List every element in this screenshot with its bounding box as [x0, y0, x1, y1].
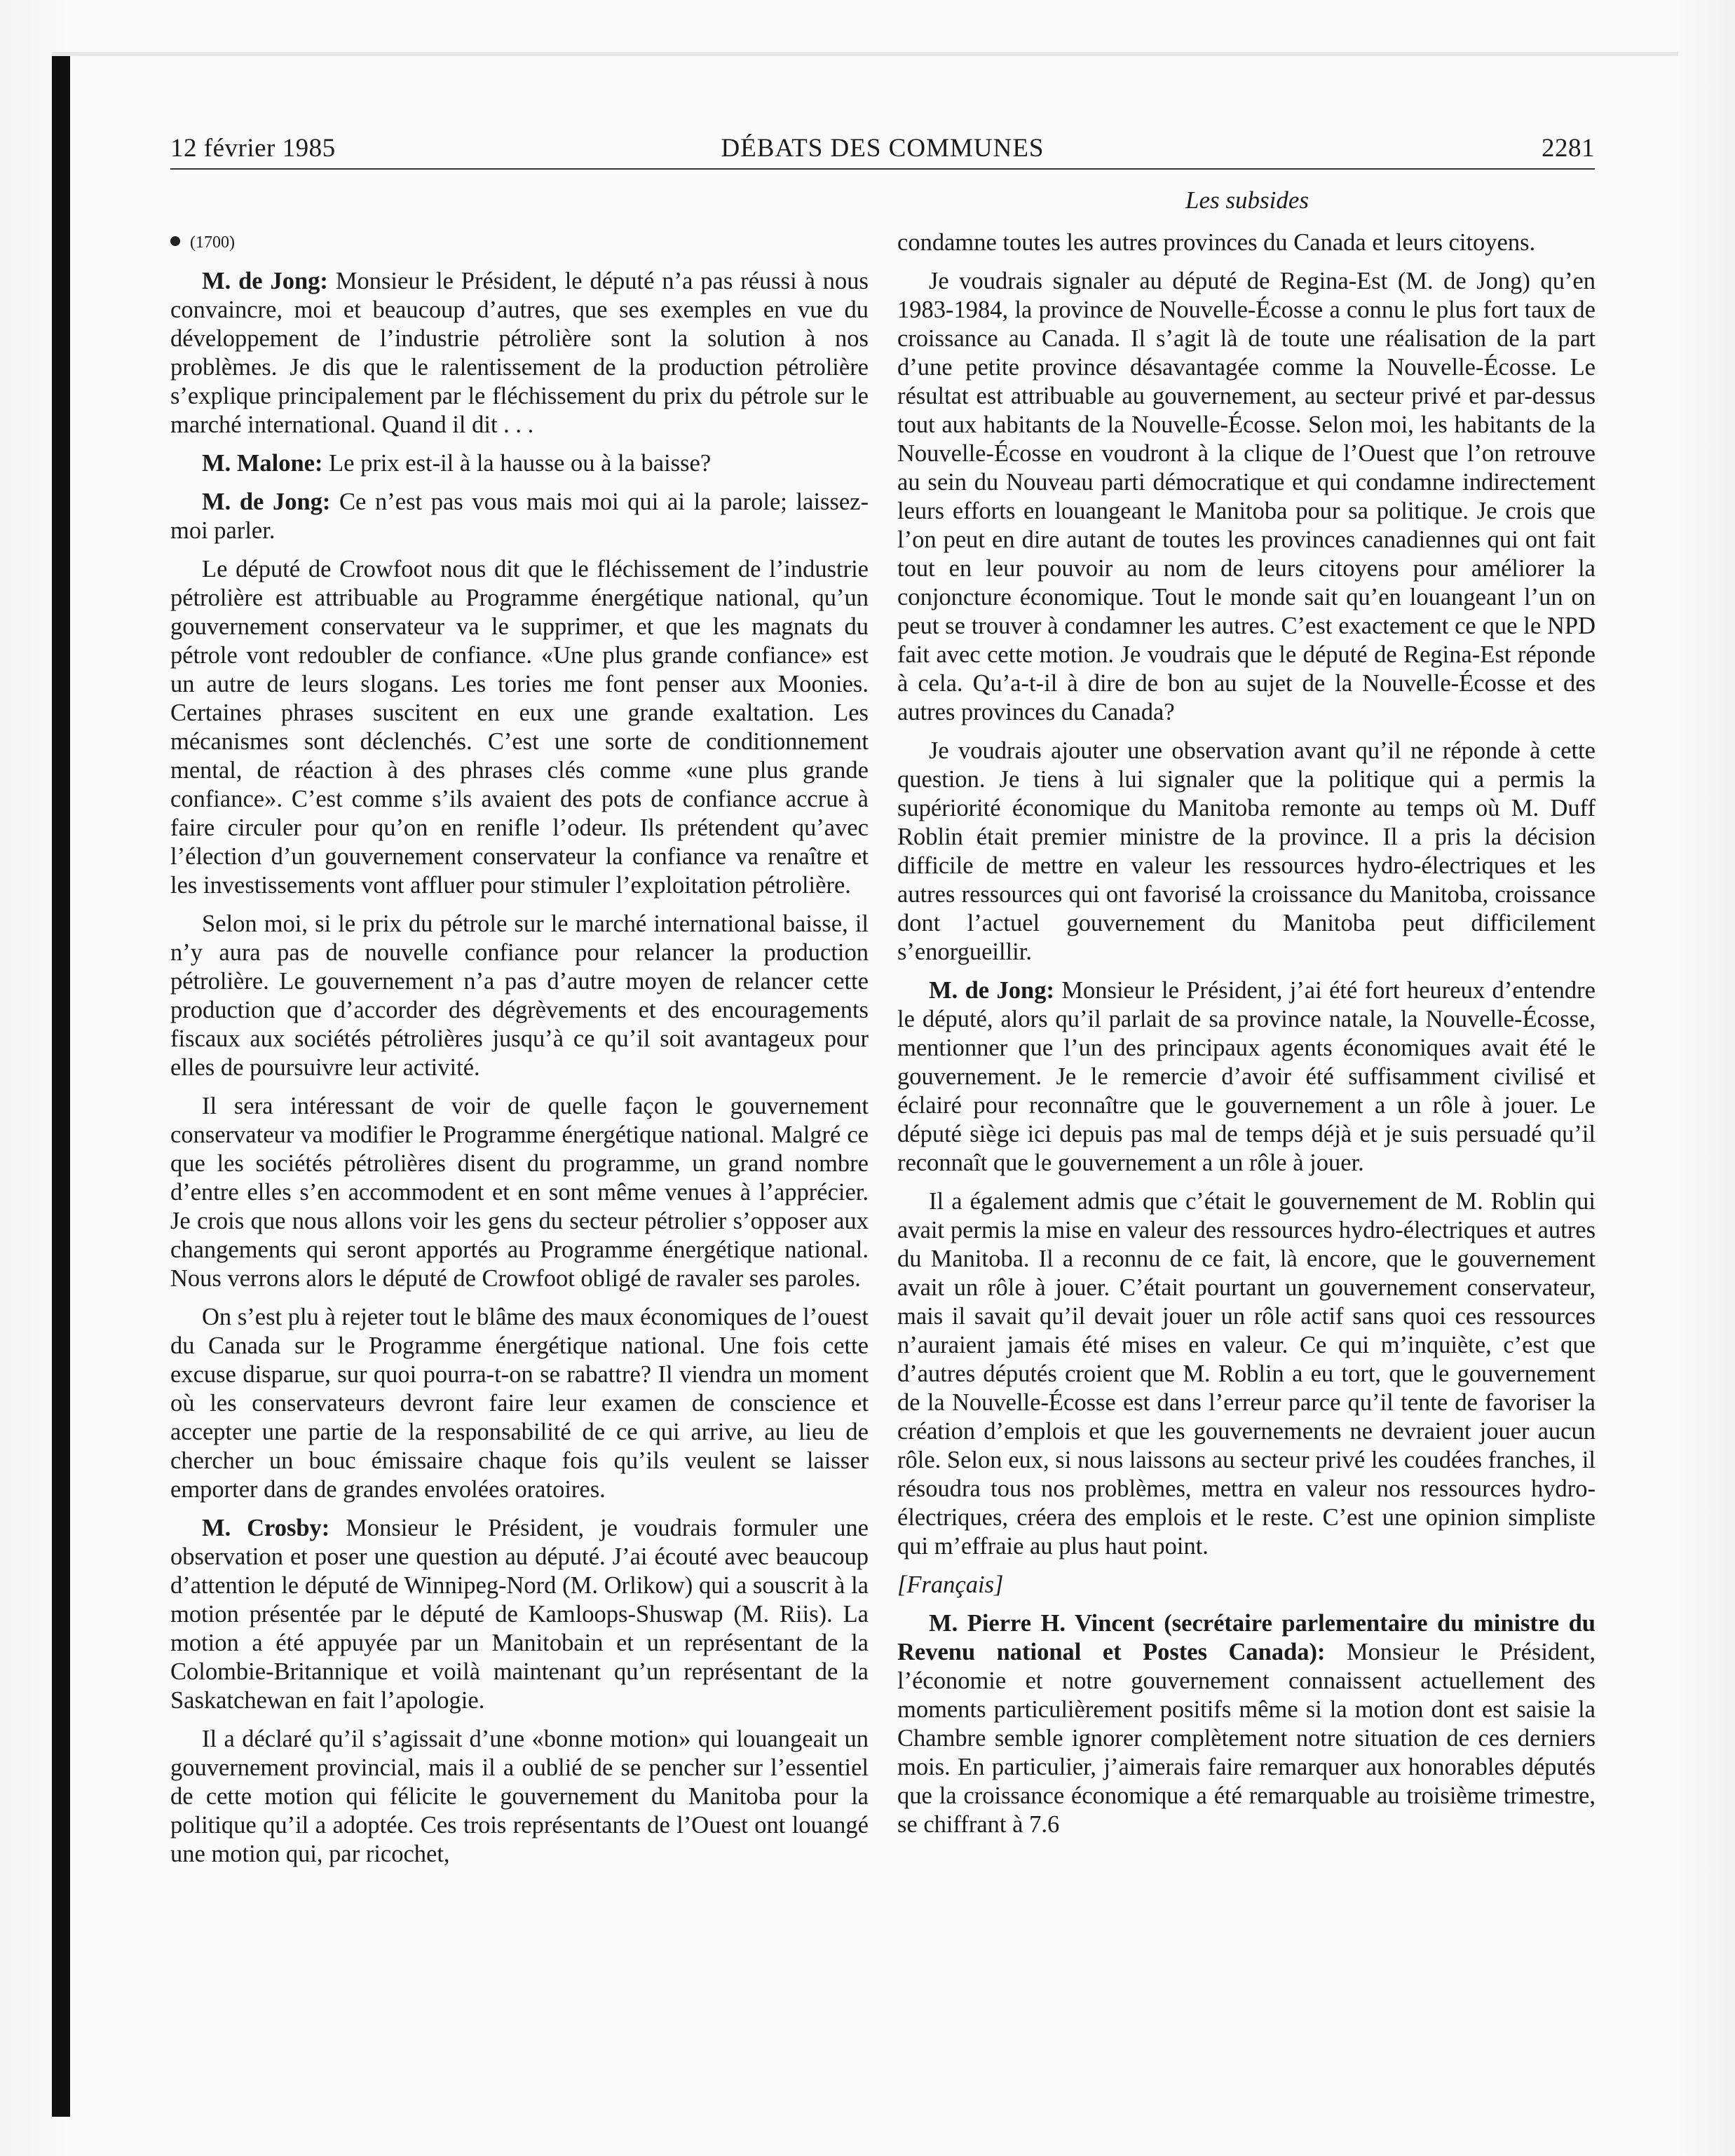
paragraph-text: Il sera intéressant de voir de quelle façon le gouvernement conservateur va modifier le Programme énergétique national. Malgré ce que les sociétés pétrolières disent du programme, un grand nombre d’entre elles s’en accommodent et en sont même venues à l’apprécier. Je crois que nous allons voir les gens du secteur pétrolier s’opposer aux changements qui seront apportés au Programme énergétique national. Nous verrons alors le député de Crowfoot obligé de ravaler ses paroles.	[170, 1093, 869, 1292]
paragraph-text: Le prix est-il à la hausse ou à la baisse?	[322, 450, 712, 477]
paragraph-text: Monsieur le Président, l’économie et notre gouvernement connaissent actuellement des moments particulièrement positifs même si la motion dont est saisie la Chambre semble ignorer complètement notre situation de ces derniers mois. En particulier, j’aimerais faire remarquer aux honorables députés que la croissance économique a été remarquable au troisième trimestre, se chiffrant à 7.6	[897, 1639, 1595, 1838]
paragraph	[897, 228, 1595, 257]
paragraph	[170, 1514, 869, 1715]
paragraph-text: condamne toutes les autres provinces du Canada et leurs citoyens.	[897, 229, 1536, 256]
paragraph-text: Il a également admis que c’était le gouvernement de M. Roblin qui avait permis la mise en valeur des ressources hydro-électriques et autres du Manitoba. Il a reconnu de ce fait, là encore, que le gouvernement avait un rôle à jouer. C’était pourtant un gouvernement conservateur, mais il savait qu’il devait jouer un rôle actif sans quoi ces ressources n’auraient jamais été mises en valeur. Ce qui m’inquiète, c’est que d’autres députés croient que M. Roblin a eu tort, que le gouvernement de la Nouvelle-Écosse est dans l’erreur parce qu’il tente de favoriser la création d’emplois et que les gouvernements ne devraient jouer aucun rôle. Selon eux, si nous laissons au secteur privé les coudées franches, il résoudra tous nos problèmes, mettra en valeur nos ressources hydro-électriques, créera des emplois et le reste. C’est une opinion simpliste qui m’effraie au plus haut point.	[897, 1188, 1595, 1560]
paragraph	[170, 1725, 869, 1869]
speaker-name: M. Malone:	[202, 450, 323, 477]
left-paragraphs	[170, 267, 869, 1869]
paragraph	[170, 267, 869, 439]
paragraph-text: Monsieur le Président, le député n’a pas réussi à nous convaincre, moi et beaucoup d’autres, que ses exemples en vue du développement de l’industrie pétrolière sont la solution à nos problèmes. Je dis que le ralentissement de la production pétrolière s’explique principalement par le fléchissement du prix du pétrole sur le marché international. Quand il dit . . .	[170, 268, 869, 438]
speaker-name: M. de Jong:	[929, 977, 1054, 1004]
scan-top-edge	[52, 52, 1678, 56]
scan-edge	[52, 52, 70, 2117]
paragraph	[170, 1092, 869, 1293]
paragraph-text: On s’est plu à rejeter tout le blâme des maux économiques de l’ouest du Canada sur le Programme énergétique national. Une fois cette excuse disparue, sur quoi pourra-t-on se rabattre? Il viendra un moment où les conservateurs devront faire leur examen de conscience et accepter une partie de la responsabilité de ce qui arrive, au lieu de chercher un bouc émissaire chaque fois qu’ils veulent se laisser emporter dans de grandes envolées oratoires.	[170, 1304, 869, 1503]
paragraph	[897, 267, 1595, 727]
paragraph	[897, 1187, 1595, 1561]
bullet-icon	[170, 236, 180, 246]
header-rule	[170, 168, 1595, 170]
right-paragraphs	[897, 228, 1595, 1561]
speaker-name: M. de Jong:	[202, 268, 328, 294]
paragraph	[170, 910, 869, 1082]
speaker-name: M. de Jong:	[202, 489, 331, 515]
paragraph-text: Il a déclaré qu’il s’agissait d’une «bonne motion» qui louangeait un gouvernement provincial, mais il a oublié de se pencher sur l’essentiel de cette motion qui félicite le gouvernement du Manitoba pour la politique qu’il a adoptée. Ces trois représentants de l’Ouest ont louangé une motion qui, par ricochet,	[170, 1726, 869, 1867]
header-title: DÉBATS DES COMMUNES	[721, 134, 1045, 163]
paragraph-text: Selon moi, si le prix du pétrole sur le marché international baisse, il n’y aura pas de nouvelle confiance pour relancer la production pétrolière. Le gouvernement n’a pas d’autre moyen de relancer cette production que d’accorder des dégrèvements et des encouragements fiscaux aux sociétés pétrolières jusqu’à ce qu’il soit avantageux pour elles de poursuivre leur activité.	[170, 910, 869, 1081]
timestamp: (1700)	[190, 233, 235, 252]
language-marker: [Français]	[897, 1571, 1004, 1598]
paragraph	[170, 1303, 869, 1504]
right-column	[897, 228, 1595, 1849]
section-subtitle: Les subsides	[1185, 186, 1309, 214]
left-column	[170, 228, 869, 1878]
right-paragraphs-after	[897, 1609, 1595, 1839]
paragraph	[897, 976, 1595, 1178]
speaker-name: M. Crosby:	[202, 1515, 330, 1541]
paragraph	[897, 1609, 1595, 1839]
header-date: 12 février 1985	[170, 134, 336, 163]
paragraph	[170, 555, 869, 900]
paragraph-text: Je voudrais ajouter une observation avant qu’il ne réponde à cette question. Je tiens à lui signaler que la politique qui a permis la supériorité économique du Manitoba remonte au temps où M. Duff Roblin était premier ministre de la province. Il a pris la décision difficile de mettre en valeur les ressources hydro-électriques et les autres ressources qui ont favorisé la croissance du Manitoba, croissance dont l’actuel gouvernement du Manitoba peut difficilement s’enorgueillir.	[897, 737, 1595, 965]
timestamp-marker	[170, 228, 869, 257]
paragraph	[170, 488, 869, 545]
paragraph	[897, 737, 1595, 967]
paragraph-text: Je voudrais signaler au député de Regina-Est (M. de Jong) qu’en 1983-1984, la province de Nouvelle-Écosse a connu le plus fort taux de croissance au Canada. Il s’agit là de toute une réalisation de la part d’une petite province désavantagée comme la Nouvelle-Écosse. Le résultat est attribuable au gouvernement, au secteur privé et par-dessus tout aux habitants de la Nouvelle-Écosse. Selon moi, les habitants de la Nouvelle-Écosse en voudront à la clique de l’Ouest que l’on retrouve au sein du Nouveau parti démocratique et qui condamne indirectement leurs efforts en louangeant le Manitoba pour sa politique. Je crois que l’on peut en dire autant de toutes les provinces canadiennes qui ont fait tout en leur pouvoir au nom de leurs citoyens pour améliorer la conjoncture économique. Tout le monde sait qu’en louangeant l’un on peut se trouver à condamner les autres. C’est exactement ce que le NPD fait avec cette motion. Je voudrais que le député de Regina-Est réponde à cela. Qu’a-t-il à dire de bon au sujet de la Nouvelle-Écosse et des autres provinces du Canada?	[897, 268, 1595, 725]
page-number: 2281	[1542, 134, 1595, 163]
paragraph-text: Ce n’est pas vous mais moi qui ai la parole; laissez-moi parler.	[170, 489, 869, 544]
paragraph	[170, 449, 869, 478]
paragraph-text: Le député de Crowfoot nous dit que le fléchissement de l’industrie pétrolière est attribuable au Programme énergétique national, qu’un gouvernement conservateur va le supprimer, et que les magnats du pétrole vont redoubler de confiance. «Une plus grande confiance» est un autre de leurs slogans. Les tories me font penser aux Moonies. Certaines phrases suscitent en eux une grande exaltation. Les mécanismes sont déclenchés. C’est une sorte de conditionnement mental, de réaction à des phrases clés comme «une plus grande confiance». C’est comme s’ils avaient des pots de confiance accrue à faire circuler pour qu’on en renifle l’odeur. Ils prétendent qu’avec l’élection d’un gouvernement conservateur la confiance va renaître et les investissements vont affluer pour stimuler l’exploitation pétrolière.	[170, 556, 869, 899]
page-header	[170, 133, 1595, 168]
paragraph-text: Monsieur le Président, j’ai été fort heureux d’entendre le député, alors qu’il parlait de sa province natale, la Nouvelle-Écosse, mentionner que l’un des principaux agents économiques avait été le gouvernement. Je le remercie d’avoir été suffisamment civilisé et éclairé pour reconnaître que le gouvernement a un rôle à jouer. Le député siège ici depuis pas mal de temps déjà et je suis persuadé qu’il reconnaît que le gouvernement a un rôle à jouer.	[897, 977, 1595, 1176]
paragraph-text: Monsieur le Président, je voudrais formuler une observation et poser une question au député. J’ai écouté avec beaucoup d’attention le député de Winnipeg-Nord (M. Orlikow) qui a souscrit à la motion présentée par le député de Kamloops-Shuswap (M. Riis). La motion a été appuyée par un Manitobain et un représentant de la Colombie-Britannique et voilà maintenant qu’un représentant de la Saskatchewan en fait l’apologie.	[170, 1515, 869, 1714]
speaker-name: M. Pierre H. Vincent (secrétaire parlementaire du ministre du Revenu national et Postes Canada):	[897, 1610, 1595, 1665]
